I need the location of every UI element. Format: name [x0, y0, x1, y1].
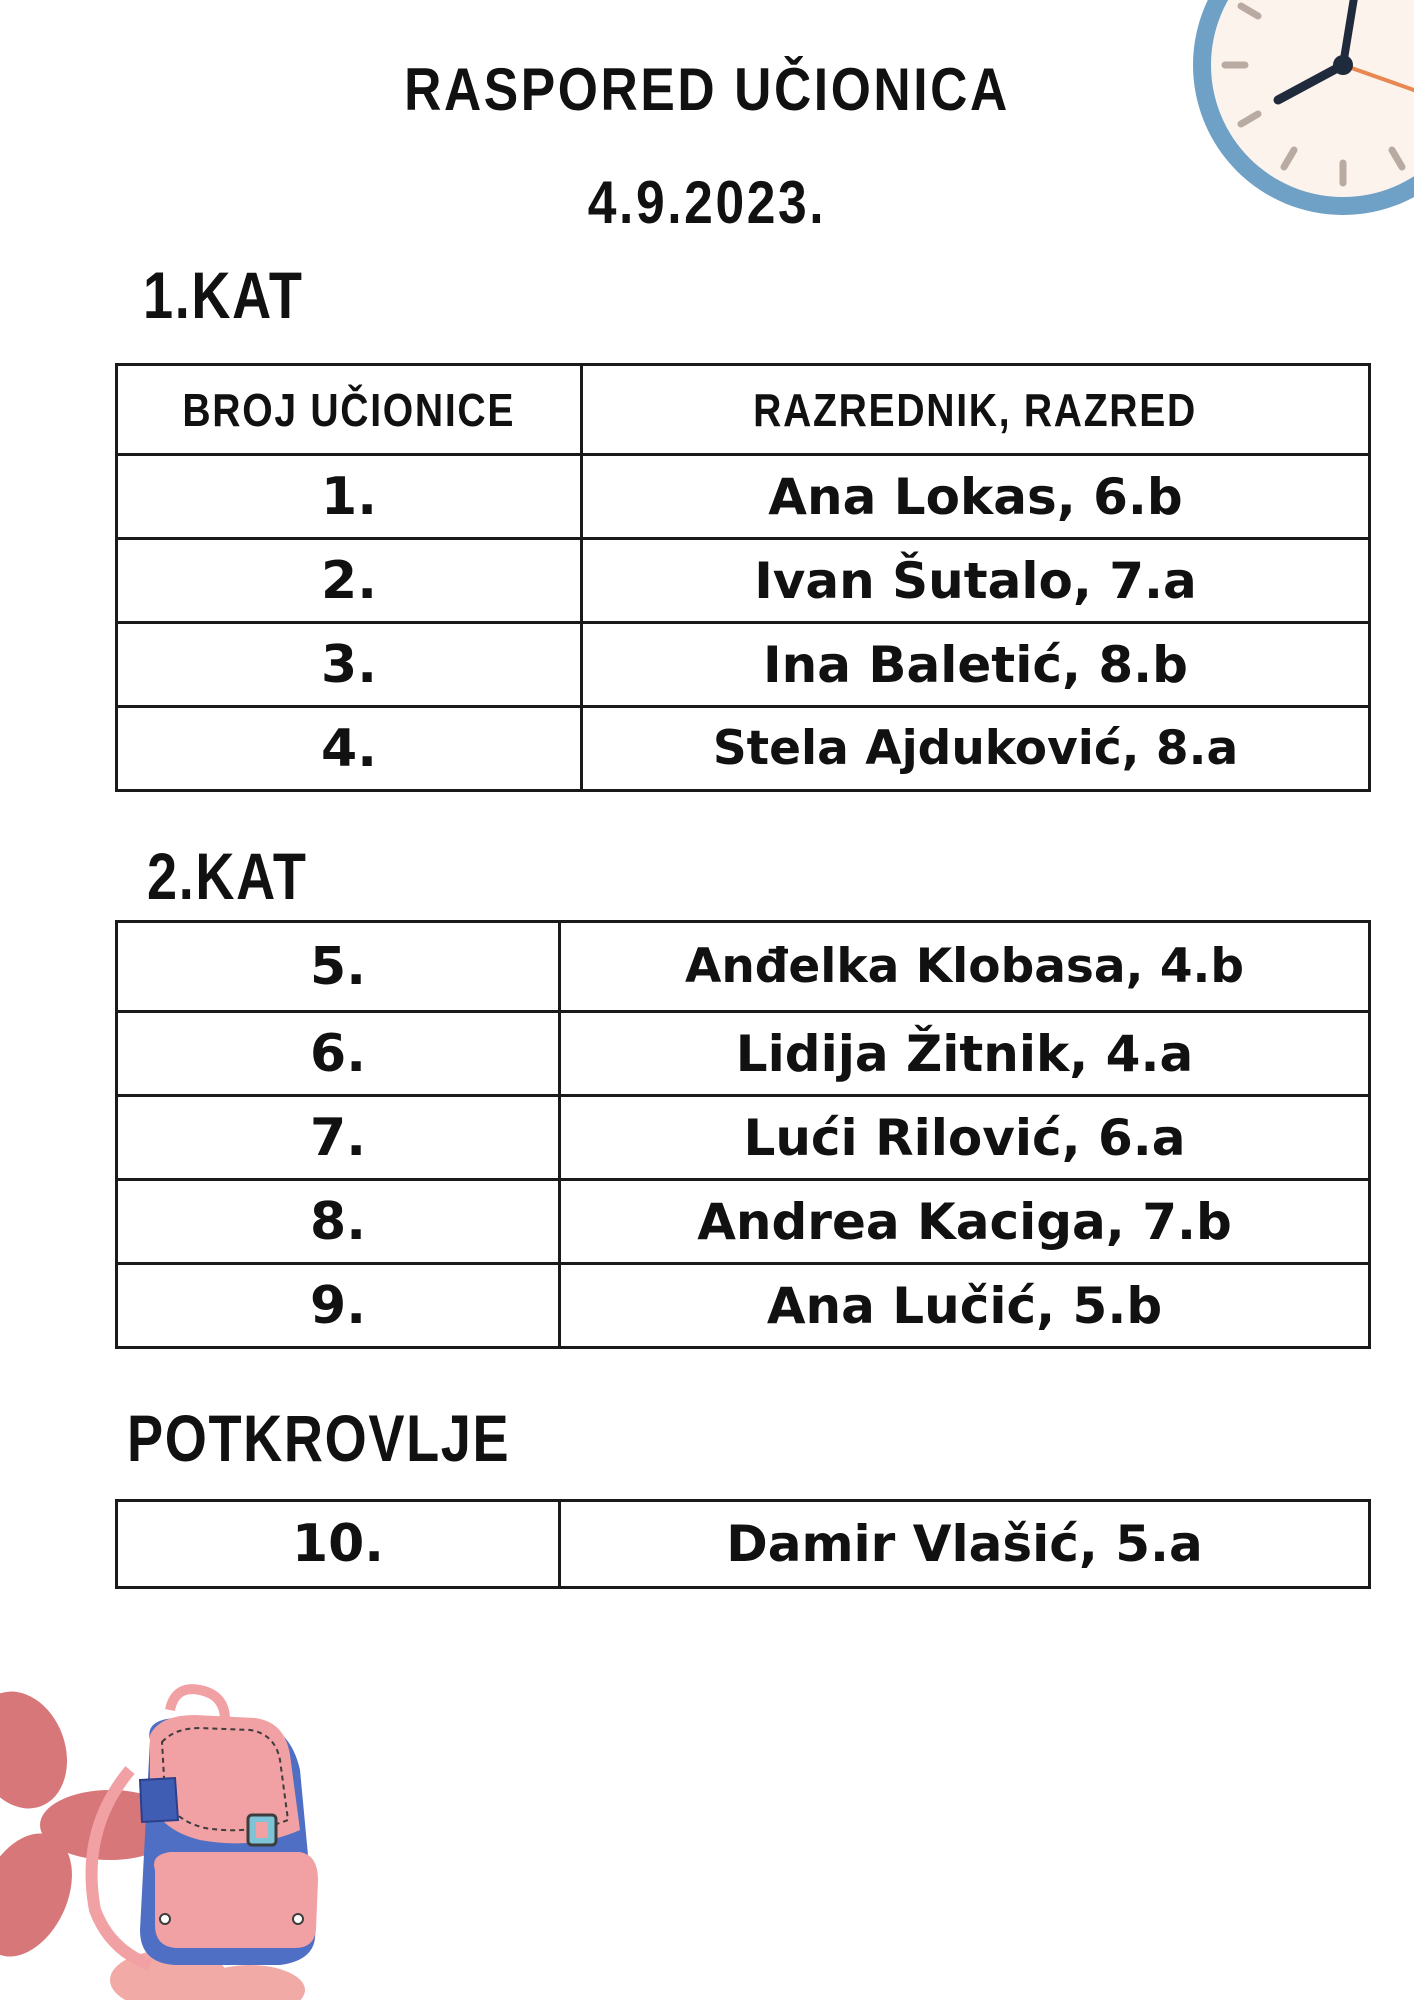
room-number: 4. — [117, 707, 582, 791]
teacher-class: Ivan Šutalo, 7.a — [582, 539, 1370, 623]
room-number: 5. — [117, 922, 560, 1012]
teacher-class: Ana Lučić, 5.b — [560, 1264, 1370, 1348]
room-number: 10. — [117, 1501, 560, 1588]
room-number: 6. — [117, 1012, 560, 1096]
column-header-teacher: RAZREDNIK, RAZRED — [582, 365, 1370, 455]
table-row — [117, 455, 1370, 539]
attic-table — [115, 1499, 1371, 1589]
teacher-class: Lući Rilović, 6.a — [560, 1096, 1370, 1180]
room-number: 7. — [117, 1096, 560, 1180]
page-title: RASPORED UČIONICA — [404, 56, 1010, 123]
floor-1-table — [115, 363, 1371, 792]
floor-2-label: 2.KAT — [147, 839, 308, 913]
table-row — [117, 1264, 1370, 1348]
table-row — [117, 623, 1370, 707]
table-header-row — [117, 365, 1370, 455]
teacher-class: Ana Lokas, 6.b — [582, 455, 1370, 539]
table-row — [117, 539, 1370, 623]
table-row — [117, 1180, 1370, 1264]
floor-2-table — [115, 920, 1371, 1349]
table-row — [117, 922, 1370, 1012]
backpack-icon — [0, 1680, 340, 2000]
column-header-room: BROJ UČIONICE — [117, 365, 582, 455]
room-number: 1. — [117, 455, 582, 539]
teacher-class: Lidija Žitnik, 4.a — [560, 1012, 1370, 1096]
room-number: 8. — [117, 1180, 560, 1264]
teacher-class: Ina Baletić, 8.b — [582, 623, 1370, 707]
teacher-class: Damir Vlašić, 5.a — [560, 1501, 1370, 1588]
teacher-class: Andrea Kaciga, 7.b — [560, 1180, 1370, 1264]
page-date: 4.9.2023. — [587, 169, 827, 236]
room-number: 2. — [117, 539, 582, 623]
attic-label: POTKROVLJE — [127, 1401, 511, 1475]
teacher-class: Anđelka Klobasa, 4.b — [560, 922, 1370, 1012]
table-row — [117, 1501, 1370, 1588]
table-row — [117, 1096, 1370, 1180]
table-row — [117, 1012, 1370, 1096]
room-number: 9. — [117, 1264, 560, 1348]
table-row — [117, 707, 1370, 791]
room-number: 3. — [117, 623, 582, 707]
teacher-class: Stela Ajduković, 8.a — [582, 707, 1370, 791]
floor-1-label: 1.KAT — [143, 258, 304, 332]
